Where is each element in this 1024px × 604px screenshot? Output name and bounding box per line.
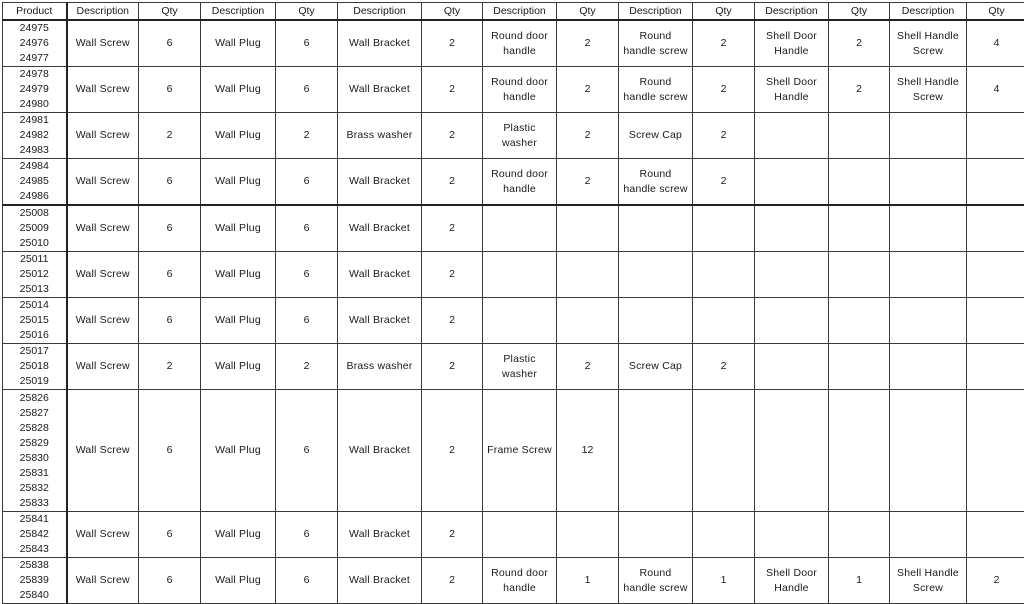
table-row xyxy=(3,67,1024,113)
description-cell: Brass washer xyxy=(338,113,422,159)
qty-cell: 4 xyxy=(967,20,1024,67)
description-cell: Wall Bracket xyxy=(338,512,422,558)
description-cell: Shell Door Handle xyxy=(755,67,829,113)
qty-cell: 6 xyxy=(276,205,338,252)
description-cell: Plastic washer xyxy=(483,344,557,390)
product-codes-cell: 24981 24982 24983 xyxy=(3,113,67,159)
qty-cell xyxy=(967,252,1024,298)
qty-cell xyxy=(967,390,1024,512)
description-cell: Wall Bracket xyxy=(338,20,422,67)
qty-cell: 2 xyxy=(422,252,483,298)
description-cell xyxy=(483,512,557,558)
qty-cell xyxy=(829,344,890,390)
table-row xyxy=(3,512,1024,558)
product-codes-cell: 24978 24979 24980 xyxy=(3,67,67,113)
header-description: Description xyxy=(483,3,557,21)
header-row xyxy=(3,3,1024,21)
description-cell xyxy=(755,298,829,344)
qty-cell: 2 xyxy=(557,20,619,67)
description-cell: Screw Cap xyxy=(619,113,693,159)
description-cell: Wall Plug xyxy=(201,344,276,390)
description-cell: Round door handle xyxy=(483,67,557,113)
qty-cell: 2 xyxy=(557,344,619,390)
qty-cell: 2 xyxy=(829,20,890,67)
description-cell: Wall Plug xyxy=(201,113,276,159)
qty-cell: 1 xyxy=(557,558,619,604)
qty-cell xyxy=(829,512,890,558)
qty-cell: 2 xyxy=(422,113,483,159)
qty-cell: 2 xyxy=(557,113,619,159)
description-cell: Wall Plug xyxy=(201,252,276,298)
product-codes-cell: 25017 25018 25019 xyxy=(3,344,67,390)
qty-cell xyxy=(693,298,755,344)
description-cell: Round door handle xyxy=(483,20,557,67)
qty-cell xyxy=(967,113,1024,159)
description-cell xyxy=(483,252,557,298)
qty-cell: 2 xyxy=(422,298,483,344)
qty-cell: 2 xyxy=(693,159,755,206)
description-cell xyxy=(483,298,557,344)
description-cell xyxy=(755,344,829,390)
description-cell: Wall Screw xyxy=(67,512,139,558)
description-cell xyxy=(619,390,693,512)
qty-cell xyxy=(693,512,755,558)
qty-cell: 2 xyxy=(967,558,1024,604)
qty-cell xyxy=(829,159,890,206)
description-cell xyxy=(755,252,829,298)
description-cell: Wall Plug xyxy=(201,20,276,67)
qty-cell: 2 xyxy=(422,159,483,206)
qty-cell: 2 xyxy=(422,512,483,558)
qty-cell xyxy=(693,205,755,252)
description-cell: Round handle screw xyxy=(619,558,693,604)
description-cell xyxy=(619,252,693,298)
parts-table xyxy=(2,2,1024,604)
qty-cell: 2 xyxy=(139,113,201,159)
product-codes-cell: 24975 24976 24977 xyxy=(3,20,67,67)
table-row xyxy=(3,390,1024,512)
description-cell xyxy=(890,298,967,344)
qty-cell xyxy=(967,344,1024,390)
description-cell: Wall Bracket xyxy=(338,298,422,344)
description-cell xyxy=(619,298,693,344)
qty-cell: 2 xyxy=(139,344,201,390)
qty-cell xyxy=(829,252,890,298)
description-cell xyxy=(755,159,829,206)
qty-cell: 2 xyxy=(557,67,619,113)
qty-cell: 1 xyxy=(829,558,890,604)
qty-cell xyxy=(829,205,890,252)
table-row xyxy=(3,20,1024,67)
description-cell: Wall Screw xyxy=(67,344,139,390)
description-cell: Wall Screw xyxy=(67,390,139,512)
qty-cell: 4 xyxy=(967,67,1024,113)
qty-cell: 2 xyxy=(422,205,483,252)
description-cell: Round handle screw xyxy=(619,67,693,113)
description-cell: Wall Bracket xyxy=(338,205,422,252)
qty-cell: 6 xyxy=(276,512,338,558)
qty-cell: 6 xyxy=(139,20,201,67)
description-cell: Wall Plug xyxy=(201,205,276,252)
qty-cell: 2 xyxy=(422,558,483,604)
description-cell xyxy=(755,113,829,159)
description-cell: Brass washer xyxy=(338,344,422,390)
description-cell xyxy=(755,512,829,558)
qty-cell xyxy=(967,159,1024,206)
description-cell: Shell Handle Screw xyxy=(890,67,967,113)
product-codes-cell: 25838 25839 25840 xyxy=(3,558,67,604)
description-cell xyxy=(890,344,967,390)
description-cell xyxy=(890,205,967,252)
description-cell: Wall Plug xyxy=(201,298,276,344)
qty-cell xyxy=(557,205,619,252)
qty-cell xyxy=(693,252,755,298)
qty-cell: 6 xyxy=(276,159,338,206)
qty-cell: 2 xyxy=(276,113,338,159)
qty-cell: 6 xyxy=(139,512,201,558)
description-cell: Plastic washer xyxy=(483,113,557,159)
description-cell xyxy=(755,390,829,512)
qty-cell xyxy=(829,298,890,344)
qty-cell: 6 xyxy=(139,252,201,298)
description-cell: Wall Bracket xyxy=(338,159,422,206)
table-row xyxy=(3,205,1024,252)
qty-cell: 2 xyxy=(422,390,483,512)
header-description: Description xyxy=(201,3,276,21)
table-row xyxy=(3,252,1024,298)
table-row xyxy=(3,298,1024,344)
qty-cell: 6 xyxy=(276,20,338,67)
header-description: Description xyxy=(890,3,967,21)
header-qty: Qty xyxy=(557,3,619,21)
product-codes-cell: 25841 25842 25843 xyxy=(3,512,67,558)
product-codes-cell: 25008 25009 25010 xyxy=(3,205,67,252)
qty-cell: 2 xyxy=(693,67,755,113)
header-description: Description xyxy=(67,3,139,21)
description-cell: Screw Cap xyxy=(619,344,693,390)
qty-cell: 6 xyxy=(139,390,201,512)
qty-cell: 12 xyxy=(557,390,619,512)
qty-cell: 6 xyxy=(276,298,338,344)
description-cell: Wall Screw xyxy=(67,113,139,159)
description-cell xyxy=(890,252,967,298)
description-cell: Shell Handle Screw xyxy=(890,558,967,604)
description-cell: Wall Screw xyxy=(67,20,139,67)
table-row xyxy=(3,113,1024,159)
qty-cell xyxy=(557,252,619,298)
description-cell: Wall Screw xyxy=(67,205,139,252)
header-qty: Qty xyxy=(276,3,338,21)
product-codes-cell: 24984 24985 24986 xyxy=(3,159,67,206)
header-qty: Qty xyxy=(693,3,755,21)
description-cell: Wall Screw xyxy=(67,558,139,604)
qty-cell: 2 xyxy=(422,344,483,390)
product-codes-cell: 25011 25012 25013 xyxy=(3,252,67,298)
qty-cell: 6 xyxy=(139,67,201,113)
qty-cell: 6 xyxy=(139,558,201,604)
qty-cell: 6 xyxy=(139,205,201,252)
description-cell: Wall Plug xyxy=(201,159,276,206)
qty-cell: 2 xyxy=(693,113,755,159)
qty-cell: 2 xyxy=(422,67,483,113)
qty-cell: 2 xyxy=(829,67,890,113)
qty-cell: 2 xyxy=(693,344,755,390)
description-cell: Wall Bracket xyxy=(338,67,422,113)
qty-cell: 6 xyxy=(276,558,338,604)
description-cell: Round door handle xyxy=(483,159,557,206)
qty-cell: 2 xyxy=(276,344,338,390)
description-cell xyxy=(619,512,693,558)
qty-cell xyxy=(967,512,1024,558)
product-codes-cell: 25014 25015 25016 xyxy=(3,298,67,344)
header-description: Description xyxy=(338,3,422,21)
description-cell: Frame Screw xyxy=(483,390,557,512)
qty-cell xyxy=(967,205,1024,252)
description-cell: Wall Screw xyxy=(67,159,139,206)
qty-cell: 2 xyxy=(422,20,483,67)
qty-cell xyxy=(557,512,619,558)
description-cell xyxy=(483,205,557,252)
table-body xyxy=(3,20,1024,604)
qty-cell: 2 xyxy=(693,20,755,67)
description-cell: Round handle screw xyxy=(619,159,693,206)
qty-cell: 6 xyxy=(139,159,201,206)
qty-cell xyxy=(967,298,1024,344)
description-cell: Wall Screw xyxy=(67,298,139,344)
table-header xyxy=(3,3,1024,21)
description-cell xyxy=(890,159,967,206)
description-cell: Shell Door Handle xyxy=(755,558,829,604)
qty-cell: 6 xyxy=(276,252,338,298)
qty-cell: 2 xyxy=(557,159,619,206)
description-cell: Shell Handle Screw xyxy=(890,20,967,67)
description-cell xyxy=(755,205,829,252)
description-cell: Wall Plug xyxy=(201,390,276,512)
description-cell: Wall Bracket xyxy=(338,252,422,298)
description-cell: Wall Screw xyxy=(67,252,139,298)
description-cell: Round door handle xyxy=(483,558,557,604)
description-cell xyxy=(890,113,967,159)
description-cell: Wall Screw xyxy=(67,67,139,113)
header-description: Description xyxy=(619,3,693,21)
description-cell xyxy=(890,390,967,512)
table-row xyxy=(3,159,1024,206)
qty-cell: 6 xyxy=(276,390,338,512)
qty-cell: 1 xyxy=(693,558,755,604)
product-codes-cell: 25826 25827 25828 25829 25830 25831 25832 25833 xyxy=(3,390,67,512)
header-description: Description xyxy=(755,3,829,21)
header-qty: Qty xyxy=(967,3,1024,21)
qty-cell: 6 xyxy=(276,67,338,113)
qty-cell xyxy=(829,113,890,159)
description-cell xyxy=(890,512,967,558)
description-cell: Wall Plug xyxy=(201,67,276,113)
description-cell: Wall Bracket xyxy=(338,558,422,604)
description-cell: Wall Plug xyxy=(201,558,276,604)
qty-cell xyxy=(829,390,890,512)
description-cell: Shell Door Handle xyxy=(755,20,829,67)
header-qty: Qty xyxy=(422,3,483,21)
description-cell: Wall Plug xyxy=(201,512,276,558)
description-cell: Round handle screw xyxy=(619,20,693,67)
table-row xyxy=(3,344,1024,390)
qty-cell: 6 xyxy=(139,298,201,344)
qty-cell xyxy=(557,298,619,344)
header-product: Product xyxy=(3,3,67,21)
table-row xyxy=(3,558,1024,604)
description-cell xyxy=(619,205,693,252)
description-cell: Wall Bracket xyxy=(338,390,422,512)
header-qty: Qty xyxy=(829,3,890,21)
header-qty: Qty xyxy=(139,3,201,21)
qty-cell xyxy=(693,390,755,512)
